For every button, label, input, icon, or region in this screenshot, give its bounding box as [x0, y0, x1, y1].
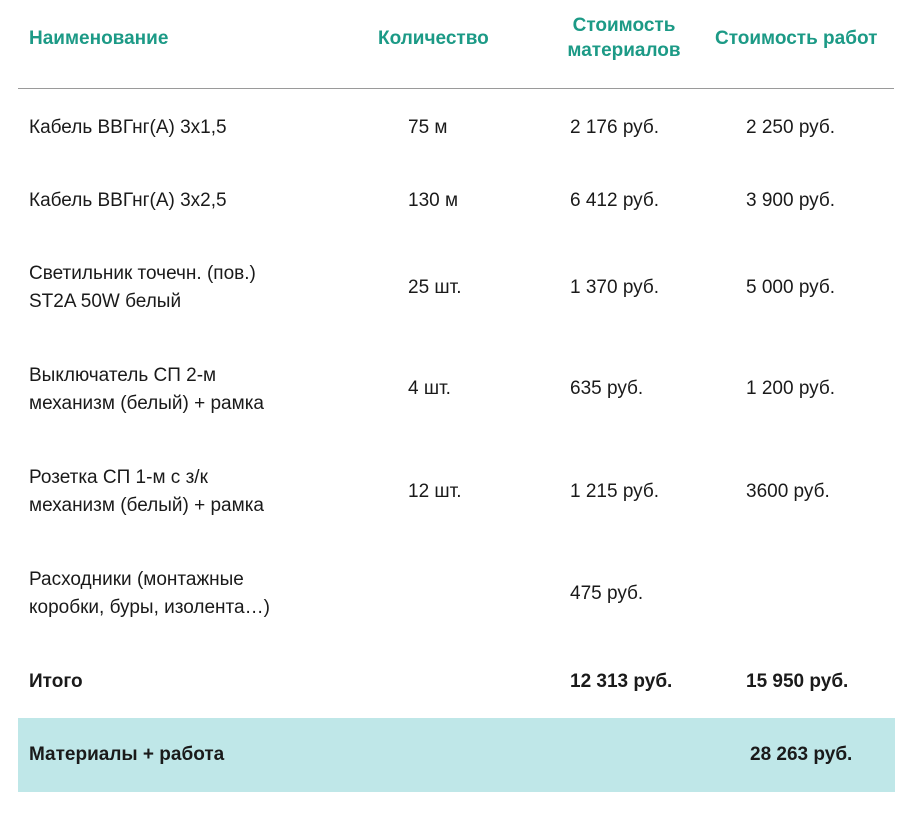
row-work-cost: 1 200 руб.	[746, 378, 836, 399]
row-materials-cost: 1 370 руб.	[570, 277, 660, 298]
row-materials-cost: 6 412 руб.	[570, 190, 660, 211]
row-quantity: 130 м	[408, 190, 459, 211]
total-work-cost: 15 950 руб.	[746, 671, 849, 692]
row-name: Светильник точечн. (пов.) ST2A 50W белый	[29, 263, 256, 312]
row-work-cost: 3600 руб.	[746, 481, 830, 502]
row-name: Кабель ВВГнг(А) 3х2,5	[29, 190, 227, 211]
total-label: Итого	[29, 671, 83, 692]
column-header-quantity: Количество	[378, 28, 489, 49]
total-materials-cost: 12 313 руб.	[570, 671, 673, 692]
grand-total-value: 28 263 руб.	[750, 744, 853, 765]
row-name: Выключатель СП 2-м механизм (белый) + рамка	[29, 365, 264, 414]
row-work-cost: 3 900 руб.	[746, 190, 836, 211]
row-work-cost: 5 000 руб.	[746, 277, 836, 298]
grand-total-row	[18, 718, 895, 792]
column-header-materials-cost: Стоимость материалов	[567, 15, 681, 61]
row-materials-cost: 2 176 руб.	[570, 117, 660, 138]
row-name: Расходники (монтажные коробки, буры, изолента…)	[29, 569, 270, 618]
row-quantity: 12 шт.	[408, 481, 462, 502]
row-work-cost: 2 250 руб.	[746, 117, 836, 138]
column-header-name: Наименование	[29, 28, 169, 49]
row-materials-cost: 475 руб.	[570, 583, 644, 604]
row-materials-cost: 635 руб.	[570, 378, 644, 399]
grand-total-label: Материалы + работа	[29, 744, 225, 765]
row-quantity: 4 шт.	[408, 378, 451, 399]
row-quantity: 75 м	[408, 117, 448, 138]
column-header-work-cost: Стоимость работ	[715, 28, 878, 49]
row-quantity: 25 шт.	[408, 277, 462, 298]
row-name: Кабель ВВГнг(А) 3х1,5	[29, 117, 227, 138]
row-materials-cost: 1 215 руб.	[570, 481, 660, 502]
row-name: Розетка СП 1-м с з/к механизм (белый) + рамка	[29, 467, 264, 516]
